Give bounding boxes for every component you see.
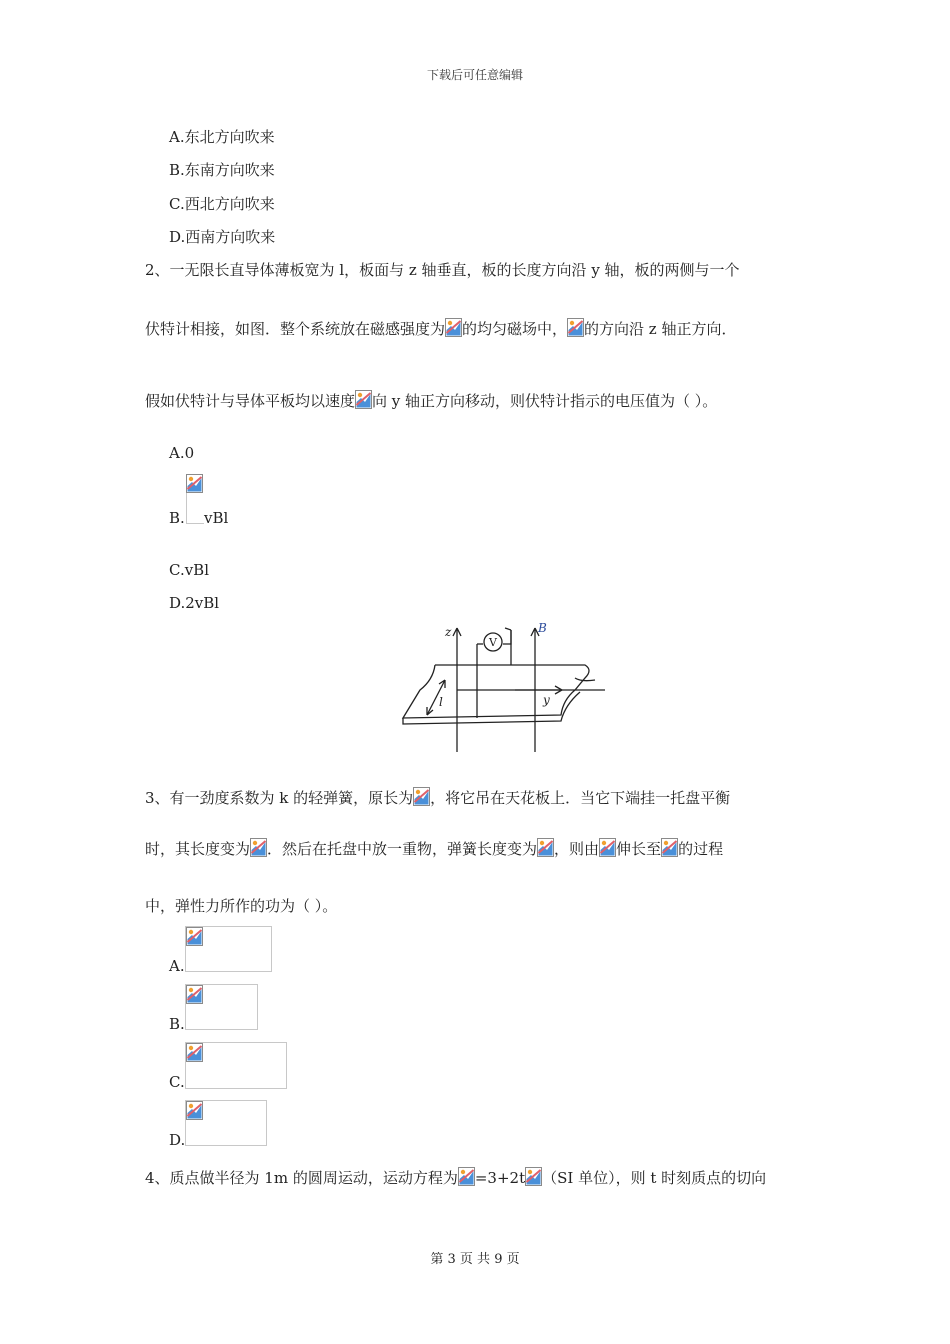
broken-image-icon: [525, 1167, 542, 1186]
q3-line-2-a: 时，其长度变为: [145, 840, 251, 858]
q3-line-1-b: ，将它吊在天花板上．当它下端挂一托盘平衡: [430, 789, 731, 807]
q3-line-2-d: 伸长至: [616, 840, 662, 858]
q3-option-b: B.: [169, 1015, 185, 1033]
q1-option-b: B.东南方向吹来: [169, 161, 275, 179]
q2-option-b-text: vBl: [204, 509, 229, 527]
broken-image-icon: [537, 838, 554, 857]
broken-image-icon: [445, 318, 462, 337]
broken-image-icon: [250, 838, 267, 857]
q2-line-3-b: 向 y 轴正方向移动，则伏特计指示的电压值为（ ）。: [372, 392, 718, 410]
q3-line-2-e: 的过程: [678, 840, 724, 858]
q3-line-2: [145, 838, 723, 858]
q2-line-1: 2、一无限长直导体薄板宽为 l，板面与 z 轴垂直，板的长度方向沿 y 轴，板的两侧与一个: [145, 261, 740, 279]
figure-label-l: l: [439, 695, 443, 709]
q4-line-1-a: 4、质点做半径为 1m 的圆周运动，运动方程为: [145, 1169, 458, 1187]
page-header: 下载后可任意编辑: [426, 68, 523, 82]
broken-image-icon: [599, 838, 616, 857]
broken-image-icon: [661, 838, 678, 857]
broken-image-icon: [186, 927, 203, 946]
q3-line-1-a: 3、有一劲度系数为 k 的轻弹簧，原长为: [145, 789, 414, 807]
q3-line-3: 中，弹性力所作的功为（ ）。: [145, 897, 338, 915]
figure-label-b: B: [538, 621, 547, 635]
q1-option-a: A.东北方向吹来: [169, 128, 275, 146]
q2-line-3-a: 假如伏特计与导体平板均以速度: [145, 392, 356, 410]
broken-image-icon: [413, 787, 430, 806]
q2-option-a: A.0: [169, 444, 195, 462]
plate-outline: [403, 665, 589, 718]
q3-line-2-c: ，则由: [554, 840, 600, 858]
wire-conn-right: [503, 630, 511, 644]
page-footer: 第 3 页 共 9 页: [430, 1252, 520, 1267]
broken-image-icon: [186, 474, 203, 493]
q1-option-c: C.西北方向吹来: [169, 195, 275, 213]
q2-option-c: C.vBl: [169, 561, 210, 579]
image-frame: [186, 493, 204, 524]
broken-image-icon: [458, 1167, 475, 1186]
q2-line-2: [145, 318, 736, 338]
q3-line-2-b: ．然后在托盘中放一重物，弹簧长度变为: [267, 840, 538, 858]
wire-top: [505, 628, 511, 630]
broken-image-icon: [355, 390, 372, 409]
q2-option-d: D.2vBl: [169, 594, 220, 612]
q3-line-1: [145, 787, 730, 807]
q4-line-1: [145, 1167, 766, 1187]
q3-option-a: A.: [169, 957, 185, 975]
q3-option-d: D.: [169, 1131, 186, 1149]
q2-line-2-c: 的方向沿 z 轴正方向．: [584, 320, 737, 338]
broken-image-icon: [186, 1043, 203, 1062]
q2-line-2-b: 的均匀磁场中，: [462, 320, 568, 338]
figure-label-y: y: [543, 693, 550, 707]
q2-line-2-a: 伏特计相接，如图．整个系统放在磁感强度为: [145, 320, 446, 338]
broken-image-icon: [186, 1101, 203, 1120]
plate-thickness: [403, 692, 580, 724]
figure-label-z: z: [445, 625, 452, 639]
q2-option-b-label: B.: [169, 509, 185, 527]
q1-option-d: D.西南方向吹来: [169, 228, 276, 246]
figure-label-v: V: [489, 636, 497, 649]
broken-image-icon: [186, 985, 203, 1004]
q3-option-c: C.: [169, 1073, 185, 1091]
broken-image-icon: [567, 318, 584, 337]
q4-line-1-b: =3+2t: [474, 1169, 526, 1187]
q4-line-1-c: （SI 单位），则 t 时刻质点的切向: [542, 1169, 767, 1187]
conductor-plate-figure: [395, 620, 615, 755]
q2-line-3: [145, 390, 717, 410]
